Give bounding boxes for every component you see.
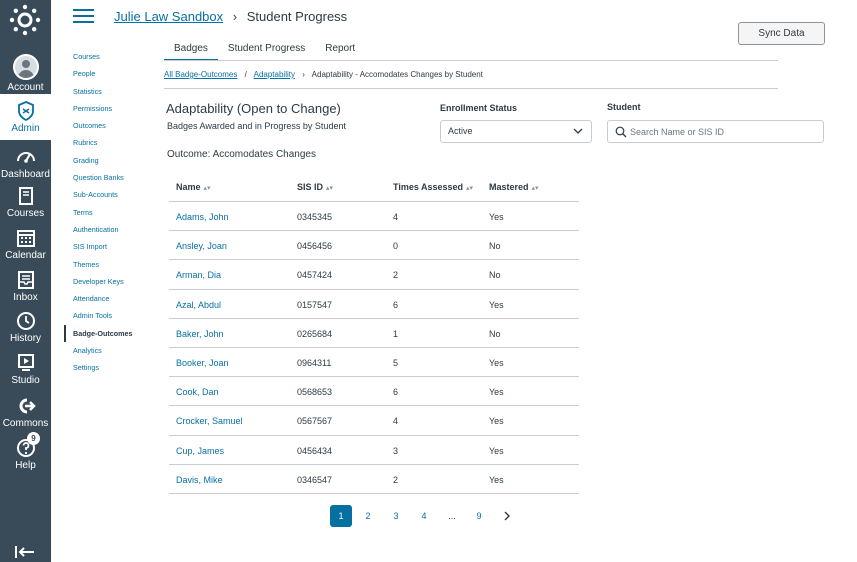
cell-mastered: Yes bbox=[489, 474, 504, 485]
chevron-right-icon: › bbox=[232, 9, 238, 24]
student-name-link[interactable]: Ansley, Joan bbox=[176, 241, 227, 252]
nav-commons-label: Commons bbox=[2, 418, 49, 429]
enrollment-status-select[interactable] bbox=[440, 120, 592, 143]
table-row bbox=[169, 290, 579, 319]
nav-dashboard[interactable] bbox=[0, 147, 51, 180]
subnav-sis-import[interactable]: SIS Import bbox=[73, 242, 107, 252]
cell-sis-id: 0346547 bbox=[297, 474, 333, 485]
cell-mastered: No bbox=[489, 270, 501, 281]
table-row bbox=[169, 260, 579, 289]
tab-badges[interactable]: Badges bbox=[164, 37, 218, 61]
nav-history[interactable] bbox=[0, 311, 51, 344]
subnav-settings[interactable]: Settings bbox=[73, 363, 99, 373]
breadcrumb-adaptability[interactable]: Adaptability bbox=[253, 70, 295, 79]
subnav-grading[interactable]: Grading bbox=[73, 155, 99, 165]
sort-icon: ▴▾ bbox=[531, 185, 539, 192]
nav-studio-label: Studio bbox=[11, 375, 40, 386]
cell-sis-id: 0964311 bbox=[297, 357, 332, 368]
shield-icon bbox=[16, 101, 36, 121]
cell-mastered: Yes bbox=[489, 212, 504, 222]
cell-times-assessed: 0 bbox=[393, 241, 399, 252]
page-title: Adaptability (Open to Change) bbox=[166, 101, 341, 116]
current-page-crumb: Student Progress bbox=[246, 9, 348, 24]
subnav-permissions[interactable]: Permissions bbox=[73, 103, 113, 113]
student-name-link[interactable]: Arman, Dia bbox=[176, 270, 222, 281]
nav-history-label: History bbox=[9, 333, 42, 344]
cell-mastered: Yes bbox=[489, 299, 504, 310]
search-icon bbox=[615, 126, 627, 138]
nav-calendar[interactable] bbox=[0, 228, 51, 261]
commons-icon bbox=[16, 396, 36, 416]
clock-icon bbox=[16, 311, 36, 331]
subnav-people[interactable]: People bbox=[73, 69, 96, 79]
help-badge: 9 bbox=[27, 432, 40, 445]
table-row bbox=[169, 465, 579, 494]
global-nav bbox=[0, 0, 51, 562]
student-name-link[interactable]: Davis, Mike bbox=[176, 474, 223, 485]
column-header-mastered[interactable] bbox=[489, 182, 539, 192]
table-row bbox=[169, 406, 579, 435]
subnav-themes[interactable]: Themes bbox=[73, 259, 99, 269]
column-header-name[interactable] bbox=[176, 182, 211, 192]
chevron-right-icon bbox=[503, 511, 511, 521]
header-breadcrumb bbox=[114, 9, 347, 24]
next-page-button[interactable] bbox=[496, 505, 518, 527]
table-body bbox=[169, 202, 579, 494]
cell-times-assessed: 3 bbox=[393, 445, 399, 456]
chevron-right-icon: / bbox=[244, 70, 247, 79]
breadcrumb-current: Adaptability - Accomodates Changes by Student bbox=[311, 70, 483, 79]
page-button-9[interactable]: 9 bbox=[476, 511, 482, 521]
breadcrumb-all-badge-outcomes[interactable]: All Badge-Outcomes bbox=[164, 70, 238, 79]
nav-account[interactable] bbox=[0, 54, 51, 93]
nav-help[interactable] bbox=[0, 434, 51, 471]
table-row bbox=[169, 377, 579, 406]
student-name-link[interactable]: Adams, John bbox=[176, 212, 229, 222]
cell-sis-id: 0345345 bbox=[297, 212, 333, 222]
sync-data-button[interactable]: Sync Data bbox=[738, 22, 825, 45]
cell-sis-id: 0457424 bbox=[297, 270, 333, 281]
nav-commons[interactable] bbox=[0, 396, 51, 429]
column-header-times-assessed-label: Times Assessed bbox=[393, 182, 464, 192]
cell-mastered: Yes bbox=[489, 416, 504, 427]
student-search-field[interactable] bbox=[607, 120, 824, 143]
subnav-sub-accounts[interactable]: Sub-Accounts bbox=[73, 190, 118, 200]
subnav-courses[interactable]: Courses bbox=[73, 52, 100, 61]
column-header-name-label: Name bbox=[176, 182, 201, 192]
table-row bbox=[169, 436, 579, 465]
enrollment-status-value: Active bbox=[448, 126, 473, 136]
cell-sis-id: 0567567 bbox=[297, 416, 333, 427]
chevron-down-icon bbox=[573, 127, 583, 135]
cell-times-assessed: 6 bbox=[393, 387, 399, 398]
cell-times-assessed: 4 bbox=[393, 212, 399, 222]
cell-sis-id: 0157547 bbox=[297, 299, 333, 310]
chevron-right-icon: › bbox=[302, 70, 305, 79]
account-subnav bbox=[64, 48, 144, 377]
nav-admin[interactable] bbox=[0, 94, 51, 140]
subnav-authentication[interactable]: Authentication bbox=[73, 224, 119, 234]
cell-times-assessed: 5 bbox=[393, 357, 399, 368]
tab-student-progress[interactable]: Student Progress bbox=[227, 43, 306, 54]
table-row bbox=[169, 348, 579, 377]
nav-help-label: Help bbox=[15, 460, 36, 471]
student-search-input[interactable] bbox=[630, 123, 820, 140]
hamburger-menu-icon[interactable] bbox=[73, 9, 94, 23]
column-header-times-assessed[interactable] bbox=[393, 182, 473, 192]
column-header-sis-id[interactable] bbox=[297, 182, 333, 192]
nav-studio[interactable] bbox=[0, 353, 51, 386]
student-name-link[interactable]: Azal, Abdul bbox=[176, 299, 222, 310]
nav-admin-label: Admin bbox=[11, 123, 40, 134]
cell-times-assessed: 2 bbox=[393, 270, 399, 281]
page-button-3[interactable]: 3 bbox=[393, 511, 399, 521]
student-name-link[interactable]: Booker, Joan bbox=[176, 357, 229, 368]
subnav-analytics[interactable]: Analytics bbox=[73, 346, 102, 356]
student-table bbox=[169, 172, 579, 494]
cell-sis-id: 0568653 bbox=[297, 387, 333, 398]
breadcrumb bbox=[164, 70, 483, 79]
column-header-sis-id-label: SIS ID bbox=[297, 182, 324, 192]
subnav-rubrics[interactable]: Rubrics bbox=[73, 138, 98, 148]
collapse-nav-icon[interactable] bbox=[14, 544, 36, 560]
page-button-1[interactable]: 1 bbox=[330, 505, 352, 527]
dashboard-icon bbox=[16, 147, 36, 167]
tab-bar bbox=[164, 37, 365, 61]
cell-sis-id: 0265684 bbox=[297, 328, 333, 339]
subnav-badge-outcomes[interactable]: Badge-Outcomes bbox=[64, 325, 144, 342]
page-subtitle: Badges Awarded and in Progress by Student bbox=[167, 121, 346, 131]
studio-icon bbox=[16, 353, 36, 373]
calendar-icon bbox=[16, 228, 36, 248]
cell-sis-id: 0456434 bbox=[297, 445, 333, 456]
table-row bbox=[169, 231, 579, 260]
subnav-attendance[interactable]: Attendance bbox=[73, 294, 110, 304]
nav-account-label: Account bbox=[7, 82, 44, 93]
sort-icon: ▴▾ bbox=[326, 185, 334, 192]
nav-inbox[interactable] bbox=[0, 270, 51, 303]
page-button-2[interactable]: 2 bbox=[365, 511, 371, 521]
subnav-terms[interactable]: Terms bbox=[73, 207, 93, 217]
subnav-outcomes[interactable]: Outcomes bbox=[73, 121, 106, 131]
cell-times-assessed: 2 bbox=[393, 474, 399, 485]
table-row bbox=[169, 319, 579, 348]
student-name-link[interactable]: Crocker, Samuel bbox=[176, 416, 243, 427]
subnav-admin-tools[interactable]: Admin Tools bbox=[73, 311, 113, 321]
cell-times-assessed: 6 bbox=[393, 299, 399, 310]
nav-courses-label: Courses bbox=[6, 208, 45, 219]
cell-mastered: No bbox=[489, 328, 501, 339]
cell-mastered: Yes bbox=[489, 357, 504, 368]
cell-sis-id: 0456456 bbox=[297, 241, 333, 252]
nav-calendar-label: Calendar bbox=[5, 250, 46, 261]
cell-times-assessed: 4 bbox=[393, 416, 399, 427]
student-name-link[interactable]: Baker, John bbox=[176, 328, 224, 339]
table-row bbox=[169, 202, 579, 231]
outcome-label: Outcome: Accomodates Changes bbox=[167, 149, 316, 160]
page-ellipsis: ... bbox=[448, 511, 456, 521]
breadcrumb-divider bbox=[164, 88, 778, 89]
cell-mastered: No bbox=[489, 241, 501, 252]
student-name-link[interactable]: Cup, James bbox=[176, 445, 225, 456]
subnav-developer-keys[interactable]: Developer Keys bbox=[73, 276, 124, 286]
page-button-4[interactable]: 4 bbox=[421, 511, 427, 521]
nav-inbox-label: Inbox bbox=[13, 292, 38, 303]
column-header-mastered-label: Mastered bbox=[489, 182, 529, 192]
nav-dashboard-label: Dashboard bbox=[1, 169, 50, 180]
cell-times-assessed: 1 bbox=[393, 328, 399, 339]
sort-icon: ▴▾ bbox=[203, 185, 211, 192]
canvas-logo-icon[interactable] bbox=[9, 4, 41, 36]
cell-mastered: Yes bbox=[489, 445, 504, 456]
nav-courses[interactable] bbox=[0, 186, 51, 219]
tab-report[interactable]: Report bbox=[325, 43, 356, 54]
cell-mastered: Yes bbox=[489, 387, 504, 398]
user-avatar-icon bbox=[13, 54, 39, 80]
table-header bbox=[169, 172, 579, 202]
enrollment-status-label: Enrollment Status bbox=[440, 103, 518, 113]
book-icon bbox=[16, 186, 36, 206]
sort-icon: ▴▾ bbox=[466, 185, 474, 192]
student-name-link[interactable]: Cook, Dan bbox=[176, 387, 219, 398]
tab-divider bbox=[164, 60, 778, 61]
subnav-question-banks[interactable]: Question Banks bbox=[73, 173, 124, 183]
account-link[interactable]: Julie Law Sandbox bbox=[114, 9, 224, 24]
inbox-icon bbox=[16, 270, 36, 290]
subnav-statistics[interactable]: Statistics bbox=[73, 86, 102, 96]
student-label: Student bbox=[607, 102, 641, 112]
